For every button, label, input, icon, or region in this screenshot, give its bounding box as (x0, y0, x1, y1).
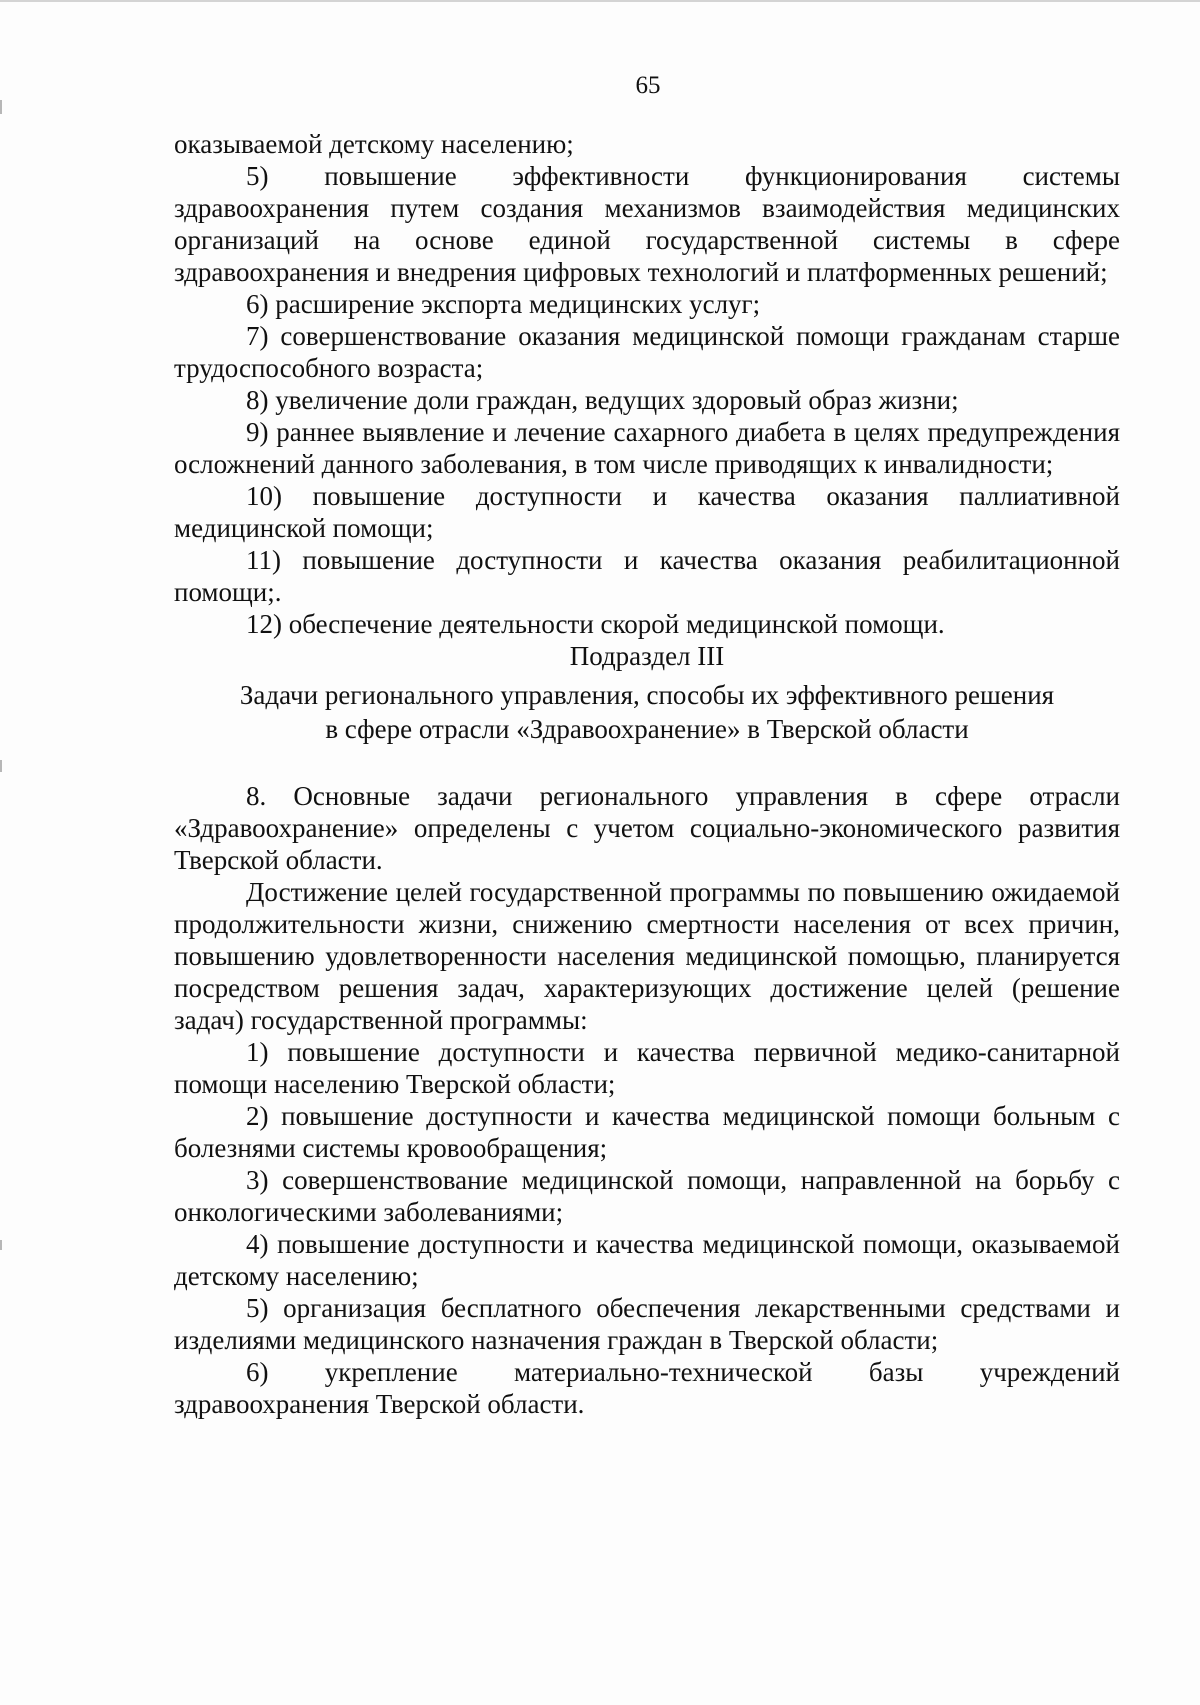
list-item-9: 9) раннее выявление и лечение сахарного диабета в целях предупреждения осложнений данного заболевания, в том числе приводящих к инвалидности; (174, 417, 1120, 479)
task-item-2: 2) повышение доступности и качества медицинской помощи больным с болезнями системы кровообращения; (174, 1101, 1120, 1163)
subsection-heading-line-2: в сфере отрасли «Здравоохранение» в Тверской области (325, 714, 969, 744)
scan-edge-mark (0, 760, 2, 772)
list-item-10: 10) повышение доступности и качества оказания паллиативной медицинской помощи; (174, 481, 1120, 543)
list-item-7: 7) совершенствование оказания медицинской помощи гражданам старше трудоспособного возраста; (174, 321, 1120, 383)
subsection-heading-line-1: Задачи регионального управления, способы их эффективного решения (239, 680, 1055, 710)
task-item-4: 4) повышение доступности и качества медицинской помощи, оказываемой детскому населению; (174, 1229, 1120, 1291)
list-item-5: 5) повышение эффективности функционирования системы здравоохранения путем создания механизмов взаимодействия медицинских организаций на основе единой государственной системы в сфере здравоохранения и внедрения цифровых технологий и платформенных решений; (174, 161, 1120, 287)
list-item-11: 11) повышение доступности и качества оказания реабилитационной помощи;. (174, 545, 1120, 607)
goals-paragraph: Достижение целей государственной программы по повышению ожидаемой продолжительности жизни, снижению смертности населения от всех причин, повышению удовлетворенности населения медицинской помощью, планируется посредством решения задач, характеризующих достижение целей (решение задач) государственной программы: (174, 877, 1120, 1035)
page-number: 65 (635, 72, 661, 99)
task-item-6: 6) укрепление материально-технической базы учреждений здравоохранения Тверской области. (174, 1357, 1120, 1419)
document-body (174, 128, 1120, 1420)
list-item-8: 8) увеличение доли граждан, ведущих здоровый образ жизни; (246, 385, 959, 415)
task-item-5: 5) организация бесплатного обеспечения лекарственными средствами и изделиями медицинского назначения граждан в Тверской области; (174, 1293, 1120, 1355)
task-item-3: 3) совершенствование медицинской помощи, направленной на борьбу с онкологическими заболеваниями; (174, 1165, 1120, 1227)
scan-edge-mark (0, 1240, 2, 1250)
task-item-1: 1) повышение доступности и качества первичной медико-санитарной помощи населению Тверской области; (174, 1037, 1120, 1099)
scan-edge-mark (0, 100, 2, 114)
section-8-paragraph: 8. Основные задачи регионального управления в сфере отрасли «Здравоохранение» определены с учетом социально-экономического развития Тверской области. (174, 781, 1120, 875)
paragraph-continuation: оказываемой детскому населению; (174, 129, 574, 159)
scan-top-edge (0, 0, 1200, 2)
subsection-label: Подраздел III (569, 641, 725, 671)
list-item-12: 12) обеспечение деятельности скорой медицинской помощи. (246, 609, 945, 639)
list-item-6: 6) расширение экспорта медицинских услуг; (246, 289, 761, 319)
